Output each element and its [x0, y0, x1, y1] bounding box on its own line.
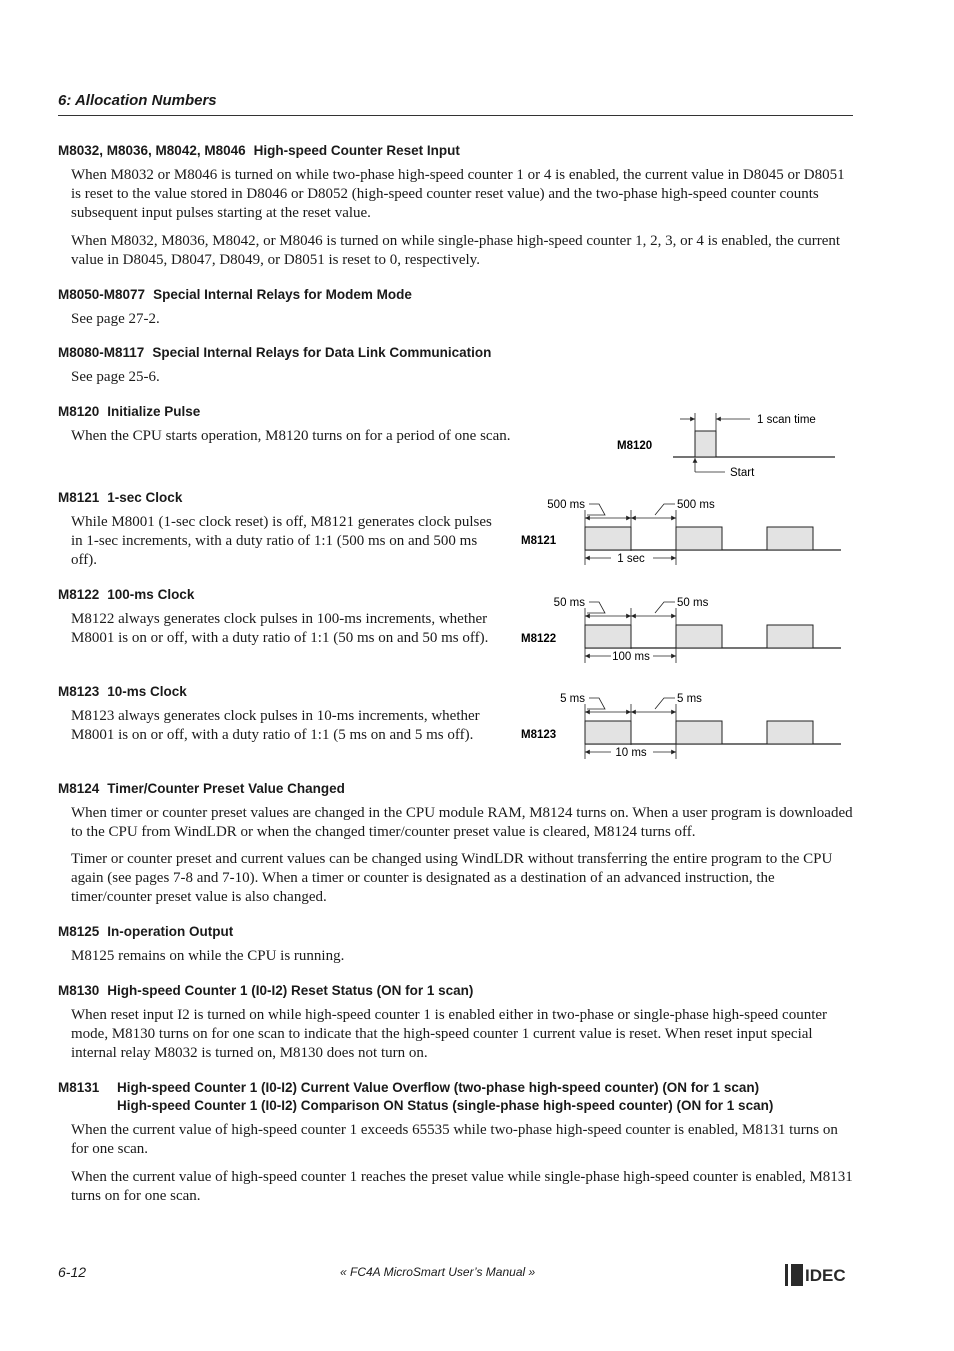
off-duration-label: 500 ms	[677, 499, 715, 511]
logo-text: IDEC	[805, 1266, 846, 1285]
section-heading-m8122	[58, 587, 194, 602]
section-number: M8080-M8117	[58, 345, 145, 360]
section-title: 10-ms Clock	[107, 684, 187, 699]
period-label: 1 sec	[617, 553, 645, 565]
clock-pulse	[676, 625, 722, 648]
section-heading-m8032	[58, 143, 460, 158]
section-heading-m8124	[58, 781, 345, 796]
clock-pulse	[585, 625, 631, 648]
clock-pulse	[767, 527, 813, 550]
section-heading-m8123	[58, 684, 187, 699]
paragraph: When M8032, M8036, M8042, or M8046 is turned on while single-phase high-speed counter 1, 2, 3, or 4 is enabled, the current value in D8045, D8047, D8049, or D8051 is reset to 0, respectively.	[71, 233, 841, 269]
start-label: Start	[730, 467, 755, 479]
section-heading-m8120	[58, 404, 200, 419]
section-title: High-speed Counter 1 (I0-I2) Reset Status (ON for 1 scan)	[107, 983, 474, 998]
paragraph: While M8001 (1-sec clock reset) is off, M8121 generates clock pulses in 1-sec increments, with a duty ratio of 1:1 (500 ms on and 500 ms off).	[71, 514, 492, 569]
section-heading-m8050	[58, 287, 412, 302]
section-number: M8124	[58, 781, 100, 796]
section-heading-m8131	[58, 1080, 759, 1095]
section-number: M8120	[58, 404, 100, 419]
clock-pulse	[585, 527, 631, 550]
clock-pulse	[767, 625, 813, 648]
signal-label: M8121	[521, 535, 557, 547]
off-duration-label: 50 ms	[677, 597, 709, 609]
section-number: M8130	[58, 983, 100, 998]
section-title: Special Internal Relays for Data Link Communication	[152, 345, 492, 360]
chapter-title: 6: Allocation Numbers	[58, 92, 217, 109]
on-label-leader	[587, 504, 605, 515]
signal-label: M8122	[521, 633, 557, 645]
page-number: 6-12	[58, 1264, 87, 1280]
on-duration-label: 500 ms	[547, 499, 585, 511]
section-number: M8125	[58, 924, 100, 939]
paragraph: When M8032 or M8046 is turned on while two-phase high-speed counter 1 or 4 is enabled, the current value in D8045 or D8051 is reset to the value stored in D8046 or D8052 (high-speed counter reset value) and the two-phase high-speed counter counts subsequent input pulses starting at the reset value.	[71, 167, 845, 222]
section-title: High-speed Counter Reset Input	[253, 143, 460, 158]
logo-block-icon	[785, 1264, 803, 1286]
scan-time-label: 1 scan time	[757, 414, 816, 426]
section-title: Special Internal Relays for Modem Mode	[153, 287, 412, 302]
m8123-clock-diagram	[515, 684, 845, 766]
paragraph: When the current value of high-speed counter 1 reaches the preset value while single-phase high-speed counter is enabled, M8131 turns on for one scan.	[71, 1169, 853, 1205]
scan-pulse	[695, 431, 716, 457]
clock-pulse	[767, 721, 813, 744]
section-number: M8122	[58, 587, 100, 602]
period-label: 100 ms	[612, 651, 650, 663]
section-number: M8131	[58, 1080, 100, 1095]
clock-pulse	[676, 721, 722, 744]
off-duration-label: 5 ms	[677, 693, 702, 705]
clock-pulse	[585, 721, 631, 744]
off-label-leader	[655, 602, 675, 613]
section-title: Timer/Counter Preset Value Changed	[107, 781, 345, 796]
section-title: High-speed Counter 1 (I0-I2) Current Value Overflow (two-phase high-speed counter) (ON for 1 scan)	[117, 1080, 760, 1095]
section-title: 100-ms Clock	[107, 587, 195, 602]
paragraph: When timer or counter preset values are changed in the CPU module RAM, M8124 turns on. When a user program is downloaded to the CPU from WindLDR or when the changed timer/counter preset value is cleared, M8124 turns off.	[71, 805, 853, 841]
paragraph: When reset input I2 is turned on while high-speed counter 1 is enabled either in two-phase or single-phase high-speed counter mode, M8130 turns on for one scan to indicate that the high-speed counter 1 current value is reset. When reset input special internal relay M8032 is turned on, M8130 does not turn on.	[71, 1007, 828, 1062]
off-label-leader	[655, 698, 675, 709]
section-heading-m8125	[58, 924, 233, 939]
section-heading-m8080	[58, 345, 491, 360]
signal-label: M8120	[617, 440, 653, 452]
on-duration-label: 50 ms	[553, 597, 585, 609]
section-number: M8050-M8077	[58, 287, 146, 302]
m8120-timing-diagram	[600, 405, 850, 485]
m8121-clock-diagram	[515, 490, 845, 572]
section-heading-m8121	[58, 490, 182, 505]
section-title-second-line: High-speed Counter 1 (I0-I2) Comparison ON Status (single-phase high-speed counter) (ON for 1 scan)	[117, 1098, 774, 1113]
section-heading-m8130	[58, 983, 473, 998]
clock-pulse	[676, 527, 722, 550]
paragraph: When the CPU starts operation, M8120 turns on for a period of one scan.	[71, 428, 511, 444]
paragraph: See page 27-2.	[71, 311, 160, 327]
header-rule	[58, 115, 853, 116]
manual-title: « FC4A MicroSmart User’s Manual »	[340, 1265, 536, 1279]
on-label-leader	[587, 698, 605, 709]
section-number: M8123	[58, 684, 100, 699]
paragraph: Timer or counter preset and current values can be changed using WindLDR without transferring the entire program to the CPU again (see pages 7-8 and 7-10). When a timer or counter is designated as a destination of an advanced instruction, the timer/counter preset value is also changed.	[71, 851, 833, 906]
m8122-clock-diagram	[515, 588, 845, 670]
section-number: M8032, M8036, M8042, M8046	[58, 143, 246, 158]
signal-label: M8123	[521, 729, 557, 741]
paragraph: M8122 always generates clock pulses in 100-ms increments, whether M8001 is on or off, with a duty ratio of 1:1 (50 ms on and 50 ms off).	[71, 611, 489, 647]
on-label-leader	[587, 602, 605, 613]
paragraph: M8123 always generates clock pulses in 10-ms increments, whether M8001 is on or off, with a duty ratio of 1:1 (5 ms on and 5 ms off).	[71, 708, 480, 744]
on-duration-label: 5 ms	[560, 693, 585, 705]
period-label: 10 ms	[615, 747, 647, 759]
off-label-leader	[655, 504, 675, 515]
paragraph: M8125 remains on while the CPU is running.	[71, 948, 345, 964]
section-title: 1-sec Clock	[107, 490, 183, 505]
paragraph: When the current value of high-speed counter 1 exceeds 65535 while two-phase high-speed counter is enabled, M8131 turns on for one scan.	[71, 1122, 838, 1158]
section-title: In-operation Output	[107, 924, 234, 939]
section-title: Initialize Pulse	[107, 404, 201, 419]
section-number: M8121	[58, 490, 100, 505]
paragraph: See page 25-6.	[71, 369, 160, 385]
idec-logo	[785, 1263, 857, 1287]
